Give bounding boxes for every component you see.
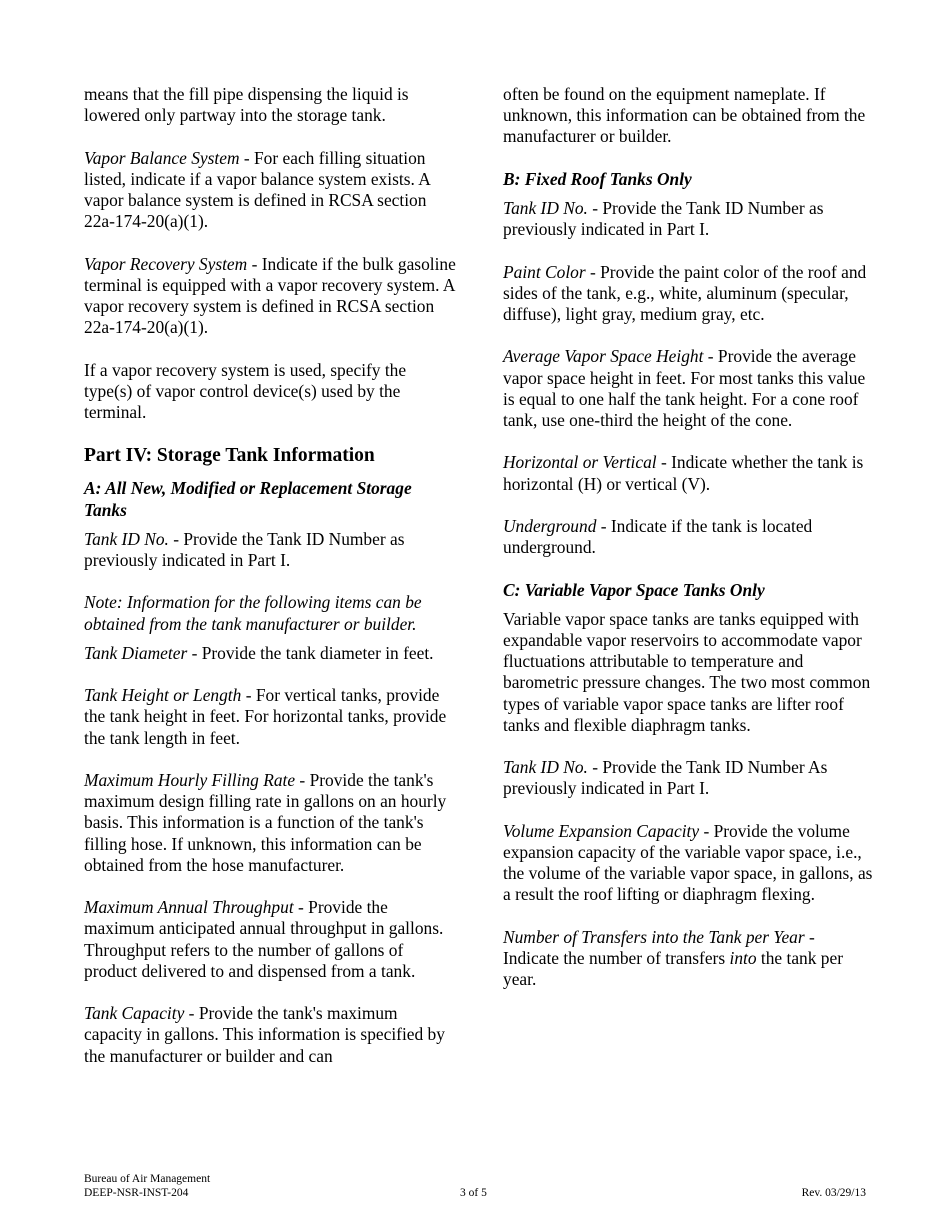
- vapor-recovery-paragraph: [84, 254, 456, 339]
- vapor-recovery-term: Vapor Recovery System: [84, 253, 248, 274]
- tank-id-text: - Provide the Tank ID Number as previously indicated in Part I.: [84, 528, 405, 570]
- vapor-recovery-text: - Indicate if the bulk gasoline terminal is equipped with a vapor recovery system. A vapor recovery system is defined in RCSA section 22a-174-20(a)(1).: [84, 253, 456, 338]
- tank-height-term: Tank Height or Length: [84, 685, 242, 706]
- continued-paragraph: often be found on the equipment nameplate. If unknown, this information can be obtained from the manufacturer or builder.: [503, 84, 866, 147]
- transfers-emphasis: into: [729, 947, 757, 968]
- tank-id-c-term: Tank ID No.: [503, 757, 588, 778]
- volume-expansion-paragraph: [503, 821, 875, 906]
- tank-id-c-paragraph: [503, 757, 875, 799]
- vapor-balance-term: Vapor Balance System: [84, 147, 240, 168]
- transfers-paragraph: [503, 927, 875, 991]
- section-b-heading: B: Fixed Roof Tanks Only: [503, 168, 692, 189]
- section-c-heading: C: Variable Vapor Space Tanks Only: [503, 579, 765, 600]
- vapor-control-paragraph: If a vapor recovery system is used, specify the type(s) of vapor control device(s) used by the terminal.: [84, 359, 407, 422]
- transfers-text-before: Indicate the number of transfers: [503, 947, 730, 968]
- max-annual-term: Maximum Annual Throughput: [84, 897, 294, 918]
- volume-expansion-term: Volume Expansion Capacity: [503, 820, 700, 841]
- footer-doc-id: DEEP-NSR-INST-204: [84, 1187, 189, 1199]
- paint-color-text: - Provide the paint color of the roof and sides of the tank, e.g., white, aluminum (specular, diffuse), light gray, medium gray, etc.: [503, 261, 867, 324]
- transfers-text-after: the tank per year.: [503, 947, 843, 990]
- tank-capacity-term: Tank Capacity: [84, 1003, 185, 1024]
- horiz-vert-text: - Indicate whether the tank is horizontal (H) or vertical (V).: [503, 452, 864, 494]
- tank-capacity-paragraph: [84, 1003, 456, 1067]
- vapor-balance-text: - For each filling situation listed, indicate if a vapor balance system exists. A vapor balance system is defined in RCSA section 22a-174-20(a)(1).: [84, 147, 430, 232]
- footer-bureau: Bureau of Air Management: [84, 1173, 211, 1185]
- manufacturer-note: Note: Information for the following items can be obtained from the tank manufacturer or builder.: [84, 592, 422, 634]
- underground-text: - Indicate if the tank is located underground.: [503, 515, 813, 558]
- avg-vapor-term: Average Vapor Space Height: [503, 346, 704, 367]
- vapor-balance-paragraph: [84, 148, 456, 233]
- tank-id-b-text: - Provide the Tank ID Number as previously indicated in Part I.: [503, 198, 824, 240]
- volume-expansion-text: - Provide the volume expansion capacity of the variable vapor space, i.e., the volume of the variable vapor space, in gallons, as a result the roof lifting or diaphragm flexing.: [503, 820, 873, 905]
- page-number: 3 of 5: [460, 1187, 487, 1199]
- tank-capacity-text: - Provide the tank's maximum capacity in gallons. This information is specified by the manufacturer or builder and can: [84, 1003, 445, 1066]
- max-hourly-term: Maximum Hourly Filling Rate: [84, 769, 296, 790]
- footer-revision: Rev. 03/29/13: [801, 1187, 866, 1199]
- transfers-term: Number of Transfers into the Tank per Year -: [503, 926, 815, 947]
- tank-height-text: - For vertical tanks, provide the tank height in feet. For horizontal tanks, provide the tank length in feet.: [84, 685, 447, 748]
- tank-id-paragraph: [84, 529, 456, 571]
- underground-paragraph: [503, 516, 875, 558]
- horiz-vert-paragraph: [503, 452, 875, 494]
- max-hourly-paragraph: [84, 770, 456, 876]
- tank-diameter-term: Tank Diameter: [84, 642, 188, 663]
- tank-id-term: Tank ID No.: [84, 528, 169, 549]
- fill-pipe-paragraph: means that the fill pipe dispensing the liquid is lowered only partway into the storage tank.: [84, 84, 409, 126]
- right-column: [503, 84, 875, 1012]
- variable-vapor-paragraph: Variable vapor space tanks are tanks equipped with expandable vapor reservoirs to accommodate vapor fluctuations attributable to temperature and barometric pressure changes. The two most common types of variable vapor space tanks are lifter roof tanks and flexible diaphragm tanks.: [503, 608, 871, 735]
- horiz-vert-term: Horizontal or Vertical: [503, 452, 657, 473]
- tank-diameter-paragraph: [84, 643, 456, 664]
- left-column: [84, 84, 456, 1088]
- tank-id-b-paragraph: [503, 198, 875, 240]
- max-hourly-text: - Provide the tank's maximum design filling rate in gallons on an hourly basis. This information is a function of the tank's filling hose. If unknown, this information can be obtained from the hose manufacturer.: [84, 769, 447, 875]
- tank-diameter-text: - Provide the tank diameter in feet.: [187, 642, 434, 663]
- footer-left: [84, 1172, 210, 1200]
- tank-id-c-text: - Provide the Tank ID Number As previously indicated in Part I.: [503, 757, 828, 799]
- part-iv-heading: Part IV: Storage Tank Information: [84, 445, 375, 467]
- avg-vapor-paragraph: [503, 346, 875, 431]
- tank-height-paragraph: [84, 685, 456, 749]
- paint-color-paragraph: [503, 262, 875, 326]
- section-a-heading: A: All New, Modified or Replacement Storage Tanks: [84, 478, 412, 520]
- tank-id-b-term: Tank ID No.: [503, 198, 588, 218]
- underground-term: Underground: [503, 515, 597, 536]
- max-annual-paragraph: [84, 897, 456, 982]
- avg-vapor-text: - Provide the average vapor space height in feet. For most tanks this value is equal to one half the tank height. For a cone roof tank, use one-third the height of the cone.: [503, 346, 866, 430]
- max-annual-text: - Provide the maximum anticipated annual throughput in gallons. Throughput refers to the number of gallons of product delivered to and dispensed from a tank.: [84, 897, 444, 981]
- paint-color-term: Paint Color: [503, 261, 586, 282]
